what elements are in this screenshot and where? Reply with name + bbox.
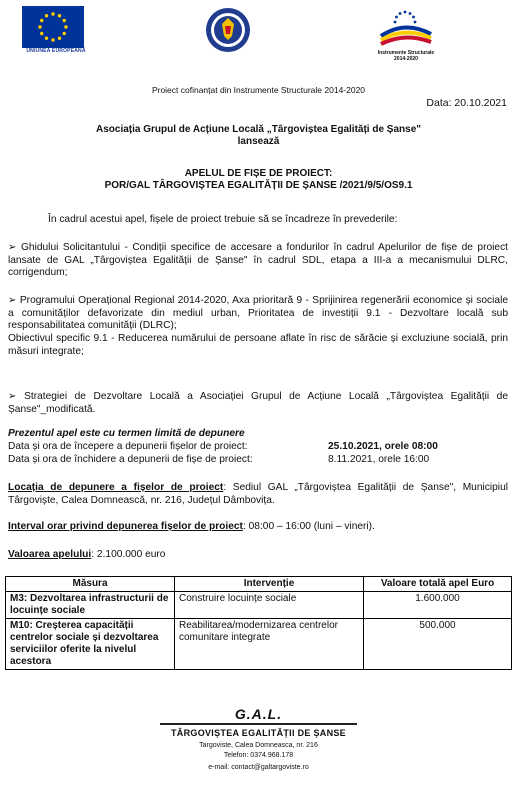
call-title xyxy=(0,168,517,192)
row-measure: M3: Dezvoltarea infrastructurii de locuințe sociale xyxy=(6,592,175,619)
row-value: 500.000 xyxy=(364,619,512,670)
org-title-line1: Asociația Grupul de Acțiune Locală „Târgoviștea Egalități de Șanse" xyxy=(95,124,421,135)
call-value-amount: : 2.100.000 euro xyxy=(91,549,166,560)
header-intervention: Intervenție xyxy=(175,577,364,592)
bullet-strategy: ➢ Strategiei de Dezvoltare Locală a Asociației Grupul de Acțiune Locală „Târgoviștea Egalității de Șanse"_modificată. xyxy=(8,391,508,415)
start-label: Data și ora de începere a depunerii fișelor de proiect: xyxy=(8,441,248,452)
intro-text: În cadrul acestui apel, fișele de proiect trebuie să se încadreze în prevederile: xyxy=(48,214,398,225)
footer-address: Targoviste, Calea Domneasca, nr. 216 xyxy=(199,742,318,749)
eu-star-icon xyxy=(58,37,61,40)
cofinance-note: Proiect cofinanțat din Instrumente Structurale 2014-2020 xyxy=(151,85,366,95)
footer-email: e-mail: contact@galtargoviste.ro xyxy=(208,764,309,771)
eu-star-icon xyxy=(58,14,61,17)
eu-caption: UNIUNEA EUROPEANĂ xyxy=(26,48,86,54)
bullet-por: ➢ Programului Operațional Regional 2014-2020, Axa prioritară 9 - Sprijinirea regenerării economice și sociale a comunităților defavorizate din mediul urban, Prioritatea de investiții 9.1 - Dezvoltare locală sub responsabilitatea comunității (DLRC); xyxy=(8,295,508,331)
is-caption-line1: Instrumente Structurale xyxy=(377,50,435,56)
interval-block xyxy=(8,521,508,534)
start-value: 25.10.2021, orele 08:00 xyxy=(328,441,438,452)
org-title-line2: lansează xyxy=(237,136,280,147)
interval-label: Interval orar privind depunerea fișelor de proiect xyxy=(8,521,243,532)
call-value-block xyxy=(8,549,508,562)
bullet-guide: ➢ Ghidului Solicitantului - Condiții specifice de accesare a fondurilor în cadrul Apelurilor de fișe de proiect lansate de GAL „Târgoviștea Egalității de Șanse" în cadrul SDL, etapa a III-a a mecanismului DLRC, corrigendum; xyxy=(8,242,508,278)
eu-flag-icon xyxy=(22,6,84,48)
eu-star-icon xyxy=(38,25,41,28)
end-row xyxy=(8,454,508,467)
end-label: Data și ora de închidere a depunerii de fișe de proiect: xyxy=(8,454,253,465)
eu-star-icon xyxy=(40,19,43,22)
row-intervention: Reabilitarea/modernizarea centrelor comunitare integrate xyxy=(175,619,364,670)
call-title-line2: POR/GAL TÂRGOVIȘTEA EGALITĂȚII DE ȘANSE /2021/9/5/OS9.1 xyxy=(104,180,413,191)
eu-star-icon xyxy=(63,32,66,35)
structural-instruments-logo-icon xyxy=(375,6,435,50)
location-label: Locația de depunere a fișelor de proiect xyxy=(8,482,224,493)
row-intervention: Construire locuințe sociale xyxy=(175,592,364,619)
header-measure: Măsura xyxy=(6,577,175,592)
eu-star-icon xyxy=(51,38,54,41)
measures-table xyxy=(5,576,512,670)
table-row xyxy=(6,619,512,670)
location-value: : Sediul GAL „Târgoviștea Egalității de Șanse", Municipiul Târgoviște, Calea Domnească, nr. 216, Județul Dâmbovița. xyxy=(8,482,508,506)
start-row xyxy=(8,441,508,454)
eu-star-icon xyxy=(51,12,54,15)
eu-star-icon xyxy=(45,14,48,17)
eu-star-icon xyxy=(40,32,43,35)
row-value: 1.600.000 xyxy=(364,592,512,619)
deadline-heading: Prezentul apel este cu termen limită de depunere xyxy=(8,428,245,439)
gal-logo-subtitle: TÂRGOVIȘTEA EGALITĂȚII DE ȘANSE xyxy=(171,728,346,738)
gal-logo-title: G.A.L. xyxy=(234,706,283,722)
eu-star-icon xyxy=(63,19,66,22)
bullet-por-objective: Obiectivul specific 9.1 - Reducerea numărului de persoane aflate în risc de sărăcie și excluziune socială, prin măsuri integrate; xyxy=(8,333,508,357)
is-caption xyxy=(366,50,446,62)
location-block xyxy=(8,482,508,507)
is-caption-line2: 2014-2020 xyxy=(394,56,418,62)
call-value-label: Valoarea apelului xyxy=(8,549,92,560)
government-romania-logo-icon xyxy=(205,6,251,56)
row-measure: M10: Creșterea capacității centrelor sociale și dezvoltarea serviciilor oferite la nivelul acestora xyxy=(6,619,175,670)
end-value: 8.11.2021, orele 16:00 xyxy=(328,454,430,465)
org-title xyxy=(0,124,517,148)
eu-star-icon xyxy=(45,37,48,40)
call-title-line1: APELUL DE FIȘE DE PROIECT: xyxy=(184,168,333,179)
interval-value: : 08:00 – 16:00 (luni – vineri). xyxy=(242,521,375,532)
footer-phone: Telefon: 0374.968.178 xyxy=(223,752,294,759)
document-date: Data: 20.10.2021 xyxy=(426,97,507,109)
table-row xyxy=(6,592,512,619)
header-total-value: Valoare totală apel Euro xyxy=(364,577,512,592)
footer-divider-icon xyxy=(160,722,357,726)
table-header-row xyxy=(6,577,512,592)
eu-star-icon xyxy=(64,25,67,28)
